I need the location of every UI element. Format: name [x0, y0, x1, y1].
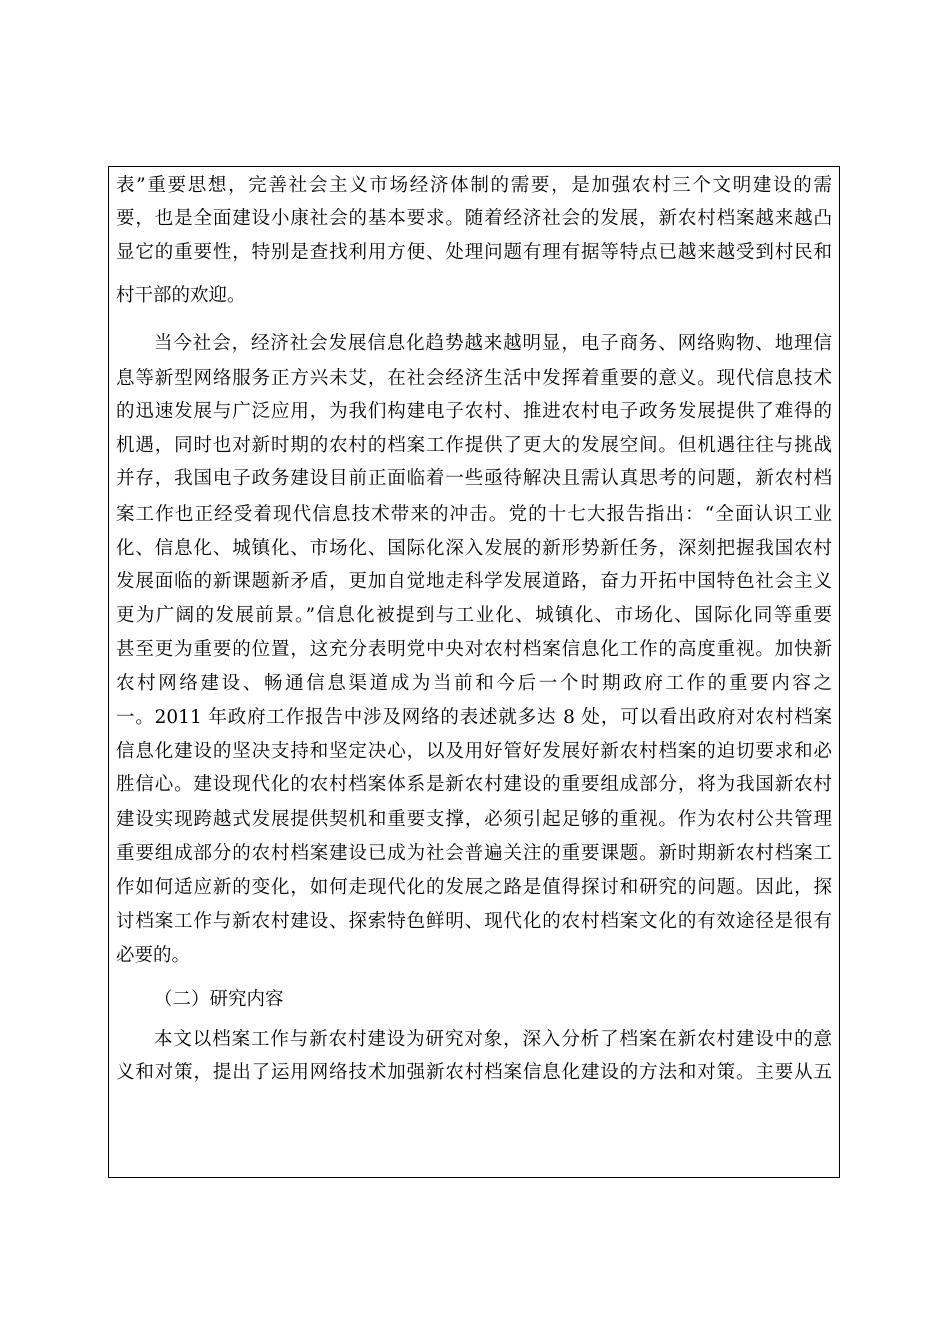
text-line: 胜信心。建设现代化的农村档案体系是新农村建设的重要组成部分，将为我国新农村: [116, 774, 832, 795]
text-line: 案工作也正经受着现代信息技术带来的冲击。党的十七大报告指出：“全面认识工业: [116, 504, 832, 525]
text-line: 并存，我国电子政务建设目前正面临着一些亟待解决且需认真思考的问题，新农村档: [116, 468, 832, 489]
text-line: 建设实现跨越式发展提供契机和重要支撑，必须引起足够的重视。作为农村公共管理: [116, 809, 832, 830]
text-line: 村干部的欢迎。: [116, 285, 246, 306]
text-line: 表”重要思想，完善社会主义市场经济体制的需要，是加强农村三个文明建设的需: [116, 175, 832, 196]
text-line: 讨档案工作与新农村建设、探索特色鲜明、现代化的农村档案文化的有效途径是很有: [116, 911, 832, 932]
text-line: 发展面临的新课题新矛盾，更加自觉地走科学发展道路，奋力开拓中国特色社会主义: [116, 571, 832, 592]
text-line: 机遇，同时也对新时期的农村的档案工作提供了更大的发展空间。但机遇往往与挑战: [116, 435, 832, 456]
text-line: 甚至更为重要的位置，这充分表明党中央对农村档案信息化工作的高度重视。加快新: [116, 639, 832, 660]
text-line: 要，也是全面建设小康社会的基本要求。随着经济社会的发展，新农村档案越来越凸: [116, 208, 832, 229]
text-line: 的迅速发展与广泛应用，为我们构建电子农村、推进农村电子政务发展提供了难得的: [116, 401, 832, 422]
text-line: 息等新型网络服务正方兴未艾，在社会经济生活中发挥着重要的意义。现代信息技术: [116, 368, 832, 389]
text-line: 显它的重要性，特别是查找利用方便、处理问题有理有据等特点已越来越受到村民和: [116, 242, 832, 263]
text-line: 当今社会，经济社会发展信息化趋势越来越明显，电子商务、网络购物、地理信: [154, 333, 832, 354]
text-line: 本文以档案工作与新农村建设为研究对象，深入分析了档案在新农村建设中的意: [154, 1029, 832, 1050]
text-line: 作如何适应新的变化，如何走现代化的发展之路是值得探讨和研究的问题。因此，探: [116, 877, 832, 898]
text-line: 义和对策，提出了运用网络技术加强新农村档案信息化建设的方法和对策。主要从五: [116, 1062, 832, 1083]
text-line: 化、信息化、城镇化、市场化、国际化深入发展的新形势新任务，深刻把握我国农村: [116, 538, 832, 559]
text-line: （二）研究内容: [154, 989, 284, 1010]
text-line: 重要组成部分的农村档案建设已成为社会普遍关注的重要课题。新时期新农村档案工: [116, 843, 832, 864]
text-line: 农村网络建设、畅通信息渠道成为当前和今后一个时期政府工作的重要内容之: [116, 673, 832, 694]
text-line: 信息化建设的坚决支持和坚定决心，以及用好管好发展好新农村档案的迫切要求和必: [116, 741, 832, 762]
text-line: 必要的。: [116, 945, 191, 966]
text-line: 一。2011 年政府工作报告中涉及网络的表述就多达 8 处，可以看出政府对农村档案: [116, 707, 832, 728]
text-line: 更为广阔的发展前景。”信息化被提到与工业化、城镇化、市场化、国际化同等重要: [116, 605, 832, 626]
